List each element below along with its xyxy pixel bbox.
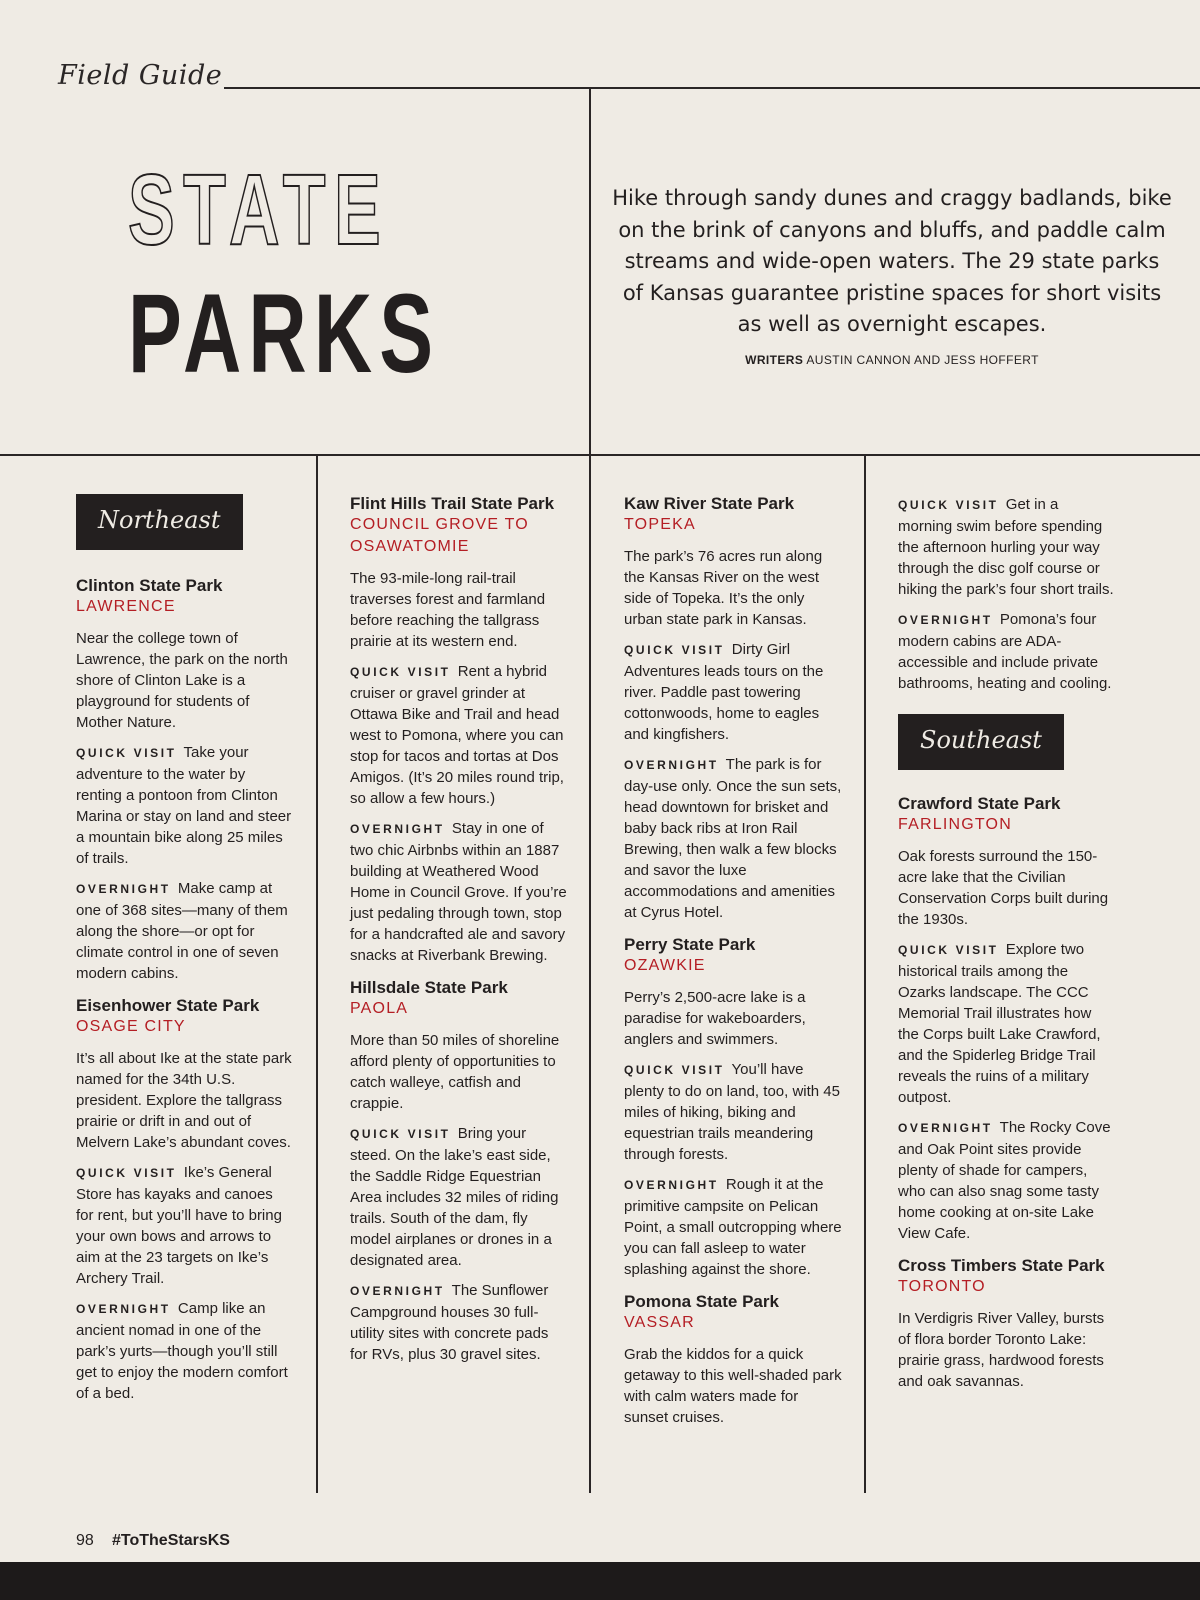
- park-name: Hillsdale State Park: [350, 978, 508, 997]
- overnight-text: Make camp at one of 368 sites—many of them along the shore—or opt for climate control in one of seven modern cabins.: [76, 880, 288, 982]
- column-divider-1: [316, 455, 318, 1493]
- park-description: More than 50 miles of shoreline afford plenty of opportunities to catch walleye, catfish and crappie.: [350, 1032, 560, 1112]
- quick-visit-paragraph: [898, 939, 1116, 1108]
- intro-text: Hike through sandy dunes and craggy badlands, bike on the brink of canyons and bluffs, and paddle calm streams and wide-open waters. The 29 state parks of Kansas guarantee pristine spaces for short visits as well as overnight escapes.: [612, 186, 1172, 336]
- quick-visit-text: Take your adventure to the water by renting a pontoon from Clinton Marina or stay on land and steer a mountain bike along 25 miles of trails.: [76, 744, 292, 867]
- overnight-label: OVERNIGHT: [350, 822, 445, 836]
- header-rule-bottom: [0, 454, 1200, 456]
- overnight-paragraph: [898, 609, 1116, 694]
- quick-visit-text: Rent a hybrid cruiser or gravel grinder at Ottawa Bike and Trail and head west to Pomona, where you can stop for tacos and tortas at Dos Amigos. (It’s 20 miles round trip, so allow a few hours.): [350, 663, 564, 807]
- overnight-label: OVERNIGHT: [76, 1302, 171, 1316]
- park-description: Oak forests surround the 150-acre lake that the Civilian Conservation Corps built during the 1930s.: [898, 848, 1109, 928]
- quick-visit-label: QUICK VISIT: [76, 1166, 177, 1180]
- quick-visit-label: QUICK VISIT: [898, 498, 999, 512]
- park-name: Cross Timbers State Park: [898, 1256, 1105, 1275]
- column-divider-2: [589, 455, 591, 1493]
- quick-visit-label: QUICK VISIT: [350, 1127, 451, 1141]
- overnight-paragraph: [624, 754, 842, 923]
- park-city: OZAWKIE: [624, 957, 706, 974]
- quick-visit-paragraph: [624, 639, 842, 745]
- quick-visit-paragraph: [350, 1123, 568, 1271]
- column-divider-3: [864, 455, 866, 1493]
- park-entry-cross-timbers: [898, 1256, 1116, 1392]
- overnight-text: Stay in one of two chic Airbnbs within an 1887 building at Weathered Wood Home in Council Grove. If you’re just pedaling through town, stop for a handcrafted ale and savory snacks at Riverbank Brewing.: [350, 820, 567, 964]
- quick-visit-text: You’ll have plenty to do on land, too, with 45 miles of hiking, biking and equestrian trails meandering through forests.: [624, 1061, 840, 1163]
- quick-visit-text: Explore two historical trails among the Ozarks landscape. The CCC Memorial Trail illustrates how the Corps built Lake Crawford, and the Spiderleg Bridge Trail reveals the ruins of a military outpost.: [898, 941, 1101, 1106]
- quick-visit-paragraph: [350, 661, 568, 809]
- intro-block: [612, 183, 1172, 367]
- column-3: [624, 494, 842, 1440]
- park-entry-pomona-continued: [898, 494, 1116, 694]
- overnight-label: OVERNIGHT: [624, 758, 719, 772]
- overnight-label: OVERNIGHT: [350, 1284, 445, 1298]
- bottom-bar: [0, 1562, 1200, 1600]
- park-city: FARLINGTON: [898, 816, 1012, 833]
- quick-visit-text: Ike’s General Store has kayaks and canoes for rent, but you’ll have to bring your own bows and arrows to aim at the 23 targets on Ike’s Archery Trail.: [76, 1164, 282, 1287]
- overnight-paragraph: [898, 1117, 1116, 1244]
- overnight-paragraph: [350, 1280, 568, 1365]
- quick-visit-label: QUICK VISIT: [898, 943, 999, 957]
- park-name: Crawford State Park: [898, 794, 1061, 813]
- park-entry-hillsdale: [350, 978, 568, 1365]
- region-label-southeast: Southeast: [898, 714, 1064, 770]
- overnight-text: The Rocky Cove and Oak Point sites provide plenty of shade for campers, who can also snag some tasty home cooking at on-site Lake View Cafe.: [898, 1119, 1111, 1242]
- page-title-top: STATE: [128, 154, 390, 266]
- overnight-text: The park is for day-use only. Once the sun sets, head downtown for brisket and baby back ribs at Iron Rail Brewing, then walk a few blocks and savor the luxe accommodations and amenities at Cyrus Hotel.: [624, 756, 842, 921]
- overnight-paragraph: [624, 1174, 842, 1280]
- column-2: [350, 494, 568, 1377]
- park-city: PAOLA: [350, 1000, 409, 1017]
- footer-hashtag: #ToTheStarsKS: [112, 1532, 230, 1549]
- overnight-paragraph: [76, 878, 294, 984]
- byline: [612, 353, 1172, 367]
- region-label-northeast: Northeast: [76, 494, 243, 550]
- byline-names: AUSTIN CANNON AND JESS HOFFERT: [806, 352, 1039, 367]
- park-name: Flint Hills Trail State Park: [350, 494, 555, 513]
- quick-visit-text: Dirty Girl Adventures leads tours on the river. Paddle past towering cottonwoods, home to eagles and kingfishers.: [624, 641, 824, 743]
- overnight-text: Camp like an ancient nomad in one of the park’s yurts—though you’ll still get to enjoy the modern comfort of a bed.: [76, 1300, 288, 1402]
- park-entry-pomona: [624, 1292, 842, 1428]
- overnight-label: OVERNIGHT: [76, 882, 171, 896]
- quick-visit-text: Get in a morning swim before spending the afternoon hurling your way through the disc golf course or hiking the park’s four short trails.: [898, 496, 1114, 598]
- quick-visit-label: QUICK VISIT: [350, 665, 451, 679]
- quick-visit-text: Bring your steed. On the lake’s east side, the Saddle Ridge Equestrian Area includes 32 miles of riding trails. South of the dam, fly model airplanes or drones in a designated area.: [350, 1125, 559, 1269]
- park-city: TOPEKA: [624, 516, 696, 533]
- quick-visit-paragraph: [624, 1059, 842, 1165]
- park-city: COUNCIL GROVE TO OSAWATOMIE: [350, 516, 529, 555]
- park-description: The park’s 76 acres run along the Kansas River on the west side of Topeka. It’s the only urban state park in Kansas.: [624, 548, 823, 628]
- park-entry-flint-hills: [350, 494, 568, 966]
- park-description: Near the college town of Lawrence, the park on the north shore of Clinton Lake is a playground for students of Mother Nature.: [76, 630, 288, 731]
- overnight-text: Pomona’s four modern cabins are ADA-accessible and include private bathrooms, heating and cooling.: [898, 611, 1112, 692]
- page-number: 98: [76, 1532, 94, 1549]
- park-city: OSAGE CITY: [76, 1018, 186, 1035]
- park-entry-perry: [624, 935, 842, 1280]
- park-entry-eisenhower: [76, 996, 294, 1404]
- header-divider: [589, 87, 591, 455]
- overnight-text: The Sunflower Campground houses 30 full-utility sites with concrete pads for RVs, plus 30 gravel sites.: [350, 1282, 549, 1363]
- header-rule-top: [224, 87, 1200, 89]
- park-name: Pomona State Park: [624, 1292, 779, 1311]
- park-description: It’s all about Ike at the state park named for the 34th U.S. president. Explore the tallgrass prairie or drift in and out of Melvern Lake’s abundant coves.: [76, 1050, 292, 1151]
- column-1: [76, 494, 294, 1416]
- park-description: Perry’s 2,500-acre lake is a paradise for wakeboarders, anglers and swimmers.: [624, 989, 806, 1048]
- overnight-paragraph: [76, 1298, 294, 1404]
- overnight-label: OVERNIGHT: [898, 613, 993, 627]
- quick-visit-label: QUICK VISIT: [76, 746, 177, 760]
- park-city: VASSAR: [624, 1314, 695, 1331]
- park-description: Grab the kiddos for a quick getaway to this well-shaded park with calm waters made for sunset cruises.: [624, 1346, 842, 1426]
- park-description: In Verdigris River Valley, bursts of flora border Toronto Lake: prairie grass, hardwood forests and oak savannas.: [898, 1310, 1105, 1390]
- overnight-paragraph: [350, 818, 568, 966]
- quick-visit-paragraph: [76, 1162, 294, 1289]
- overnight-text: Rough it at the primitive campsite on Pelican Point, a small outcropping where you can fall asleep to water splashing against the shore.: [624, 1176, 842, 1278]
- section-kicker: Field Guide: [58, 60, 223, 91]
- park-city: TORONTO: [898, 1278, 986, 1295]
- quick-visit-paragraph: [898, 494, 1116, 600]
- quick-visit-label: QUICK VISIT: [624, 1063, 725, 1077]
- column-4: [898, 494, 1116, 1404]
- overnight-label: OVERNIGHT: [624, 1178, 719, 1192]
- park-description: The 93-mile-long rail-trail traverses forest and farmland before reaching the tallgrass prairie at its western end.: [350, 570, 546, 650]
- park-name: Clinton State Park: [76, 576, 223, 595]
- park-name: Eisenhower State Park: [76, 996, 260, 1015]
- park-name: Perry State Park: [624, 935, 756, 954]
- quick-visit-label: QUICK VISIT: [624, 643, 725, 657]
- park-entry-crawford: [898, 794, 1116, 1244]
- park-entry-clinton: [76, 576, 294, 984]
- park-name: Kaw River State Park: [624, 494, 795, 513]
- overnight-label: OVERNIGHT: [898, 1121, 993, 1135]
- byline-label: WRITERS: [745, 352, 804, 367]
- park-city: LAWRENCE: [76, 598, 176, 615]
- park-entry-kaw-river: [624, 494, 842, 923]
- page-title-bottom: PARKS: [128, 271, 441, 396]
- quick-visit-paragraph: [76, 742, 294, 869]
